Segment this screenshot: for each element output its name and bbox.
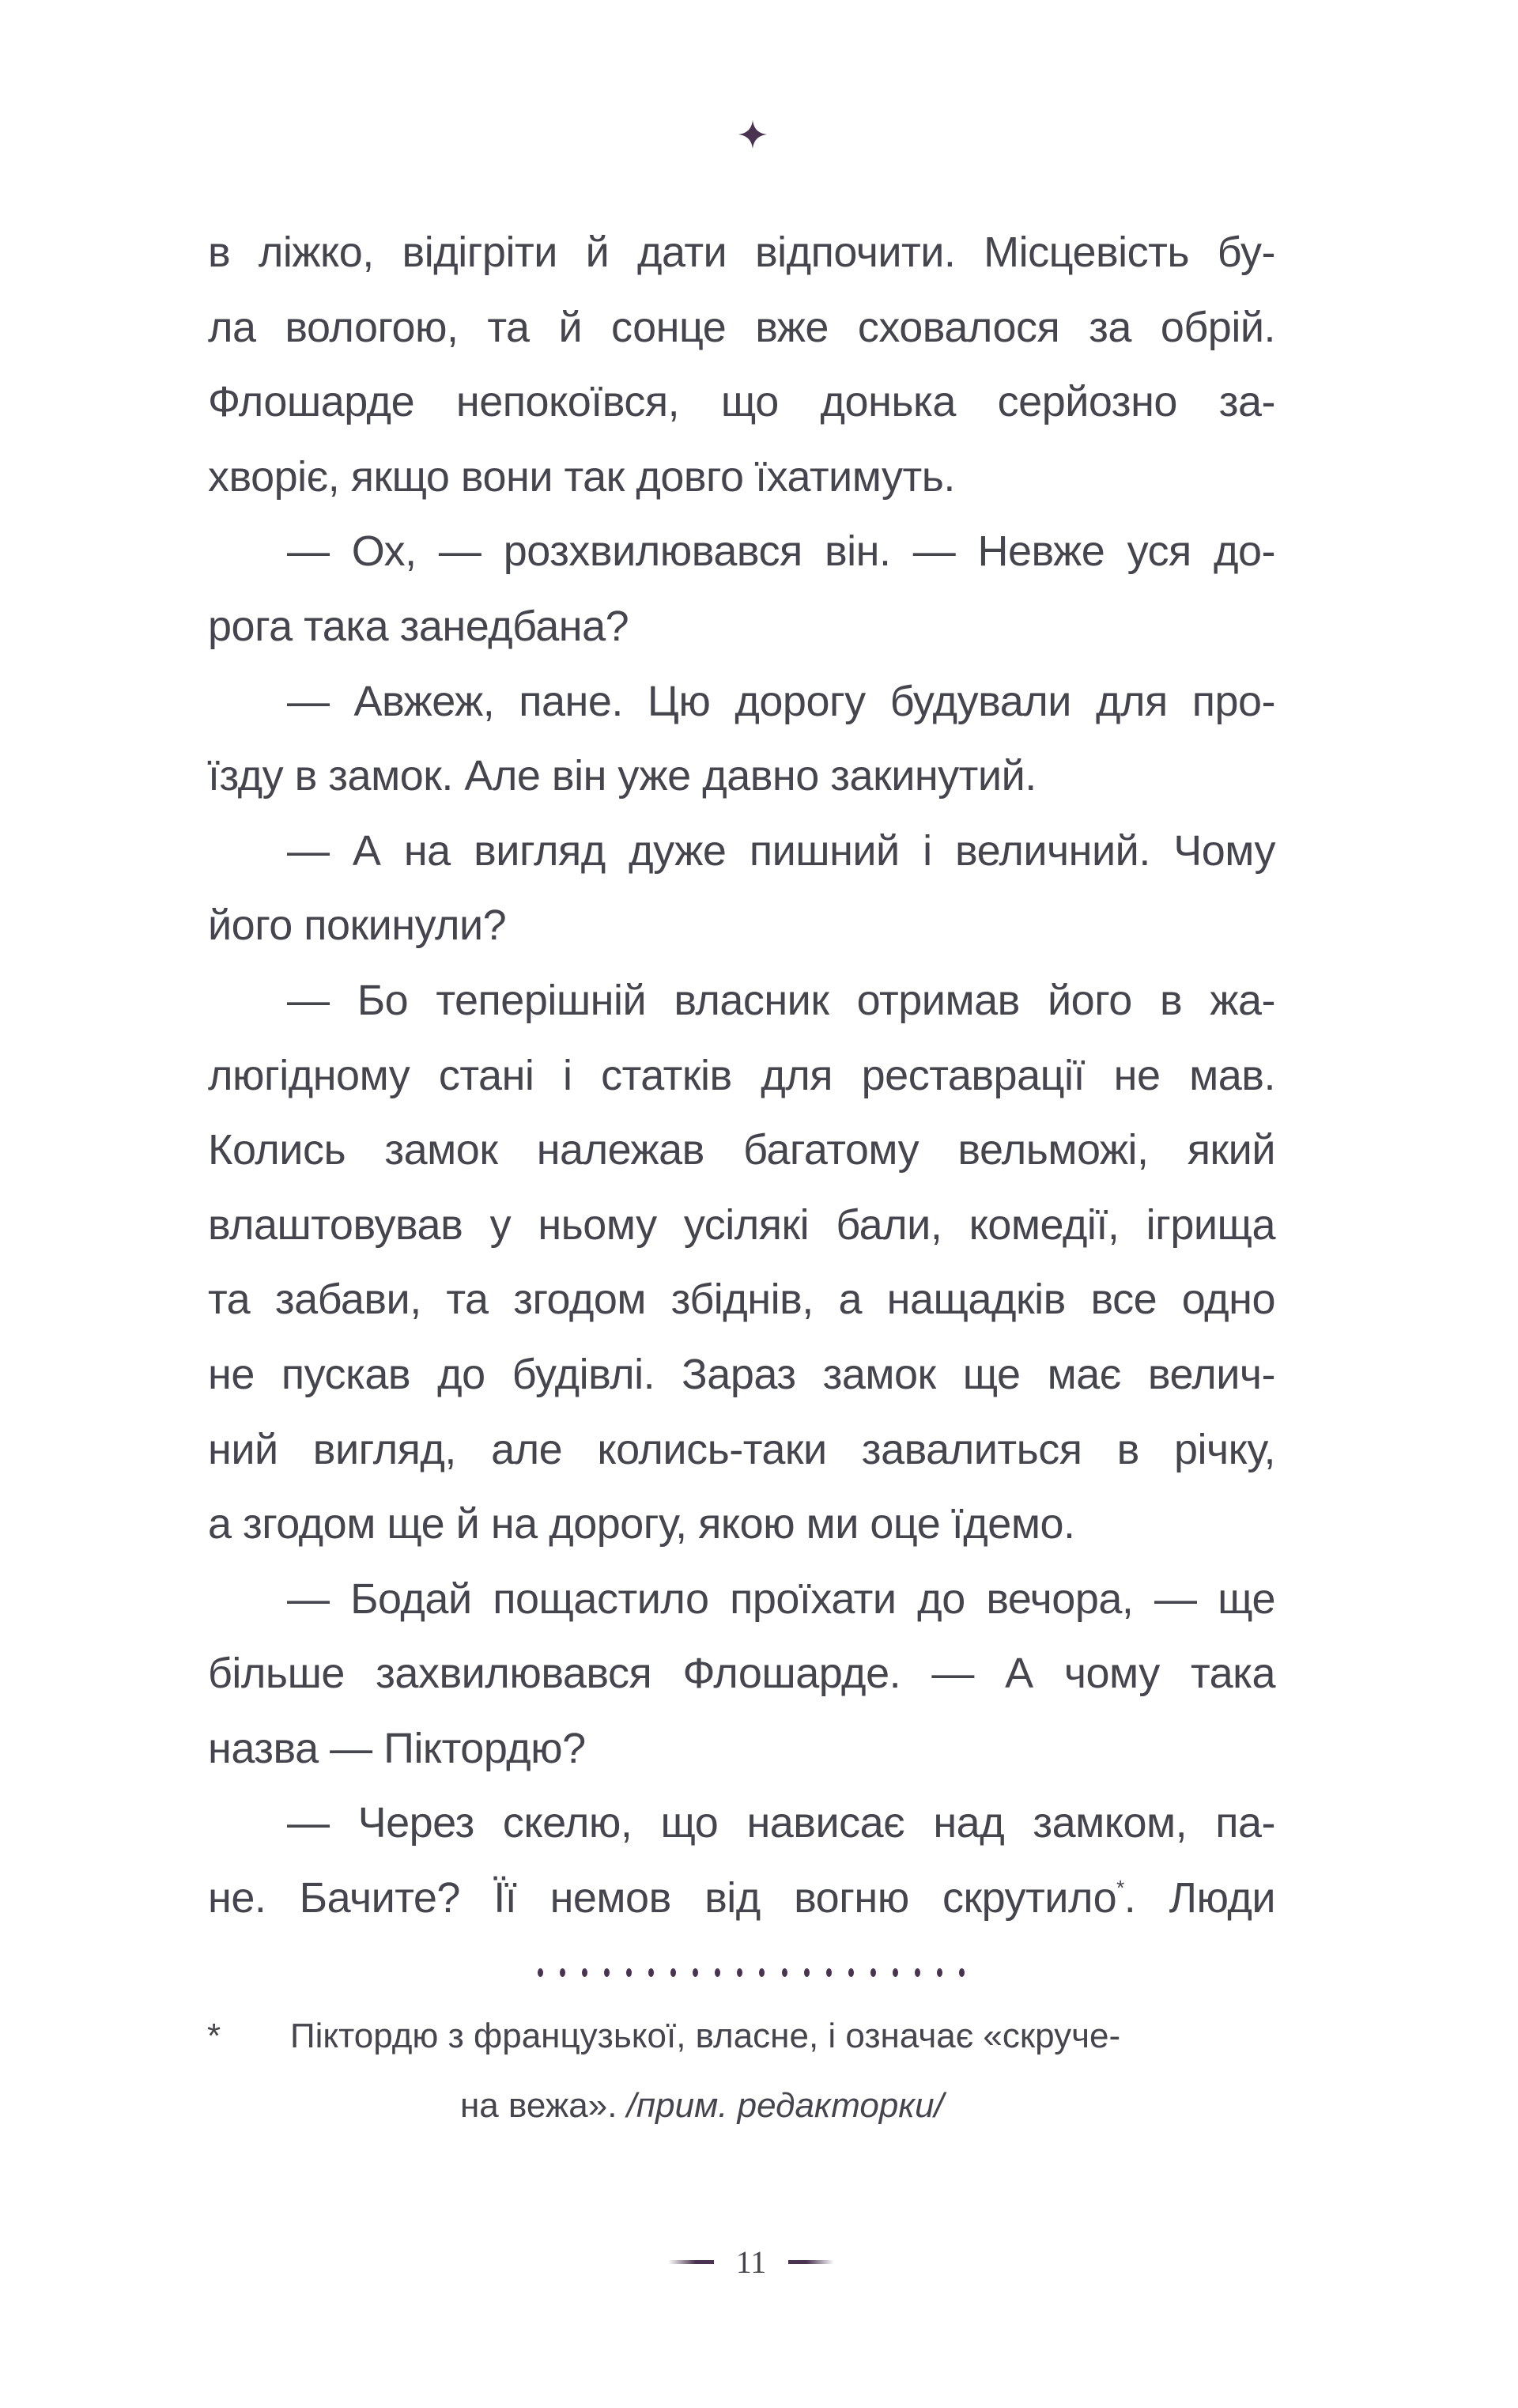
body-text: [208, 215, 1275, 1936]
page-number: [632, 2238, 870, 2285]
text-line: — Бо теперішній власник отримав його в жа-: [287, 976, 1275, 1024]
text-line: — А на вигляд дуже пишний і величний. Чому: [287, 826, 1275, 875]
separator-dot: [937, 1968, 942, 1977]
footnote-line-1: Піктордю з французької, власне, і означає «скруче-: [290, 2017, 1121, 2055]
text-segment: . Люди: [1123, 1874, 1275, 1922]
text-line: не пускав до будівлі. Зараз замок ще має велич-: [208, 1350, 1275, 1398]
separator-dot: [626, 1968, 632, 1977]
separator-dot: [870, 1968, 876, 1977]
text-line: рога така занедбана?: [208, 602, 629, 650]
separator-dot: [782, 1968, 787, 1977]
separator-dot: [826, 1968, 832, 1977]
text-line: ла вологою, та й сонце вже сховалося за обрій.: [208, 303, 1275, 351]
separator-dot: [560, 1968, 565, 1977]
footnote-text: на вежа».: [460, 2086, 627, 2125]
page-number-rule-left: [668, 2260, 714, 2264]
page-number-rule-right: [788, 2260, 834, 2264]
separator-dot: [893, 1968, 898, 1977]
text-line: — Бодай пощастило проїхати до вечора, — ще: [287, 1574, 1275, 1623]
separator-dot: [959, 1968, 965, 1977]
page-number-value: 11: [735, 2244, 767, 2280]
text-line: Флошарде непокоївся, що донька серйозно за-: [208, 378, 1275, 426]
four-point-star-icon: [737, 119, 768, 150]
text-line: а згодом ще й на дорогу, якою ми оце їдемо.: [208, 1500, 1075, 1548]
separator-dot: [715, 1968, 720, 1977]
text-line: більше захвилювався Флошарде. — А чому така: [208, 1650, 1275, 1698]
text-line: — Авжеж, пане. Цю дорогу будували для про-: [287, 677, 1275, 725]
text-line: люгідному стані і статків для реставрації не мав.: [208, 1051, 1275, 1099]
text-line: хворіє, якщо вони так довго їхатимуть.: [208, 452, 955, 501]
separator-dot: [737, 1968, 742, 1977]
text-line: Колись замок належав багатому вельможі, який: [208, 1126, 1275, 1174]
text-line: ний вигляд, але колись-таки завалиться в річку,: [208, 1425, 1275, 1473]
separator-dot: [848, 1968, 854, 1977]
footnote-line-2: [460, 2078, 944, 2134]
separator-dot: [759, 1968, 765, 1977]
separator-dot: [804, 1968, 810, 1977]
text-line: в ліжко, відігріти й дати відпочити. Місцевість бу-: [208, 229, 1275, 276]
separator-dot: [648, 1968, 654, 1977]
text-line: та забави, та згодом збіднів, а нащадків все одно: [208, 1276, 1275, 1324]
text-line: їзду в замок. Але він уже давно закинутий.: [208, 752, 1037, 800]
editor-note: /прим. редакторки/: [626, 2086, 944, 2125]
footnote-marker: *: [207, 2017, 221, 2055]
separator-dot: [915, 1968, 920, 1977]
text-line: — Ох, — розхвилювався він. — Невже уся до-: [287, 527, 1275, 576]
text-line: [208, 1861, 1275, 1936]
separator-dot: [538, 1968, 543, 1977]
text-line: його покинули?: [208, 902, 507, 950]
text-line: — Через скелю, що нависає над замком, па-: [287, 1799, 1275, 1847]
separator-dot: [582, 1968, 587, 1977]
text-line: назва — Піктордю?: [208, 1724, 586, 1772]
separator-dot: [604, 1968, 610, 1977]
separator-dot: [670, 1968, 676, 1977]
footnote-separator: [538, 1968, 965, 1977]
separator-dot: [693, 1968, 698, 1977]
text-segment: не. Бачите? Її немов від вогню скрутило: [208, 1874, 1117, 1922]
text-line: влаштовував у ньому усілякі бали, комедії, ігрища: [208, 1200, 1275, 1249]
footnote-reference[interactable]: *: [1116, 1876, 1124, 1900]
